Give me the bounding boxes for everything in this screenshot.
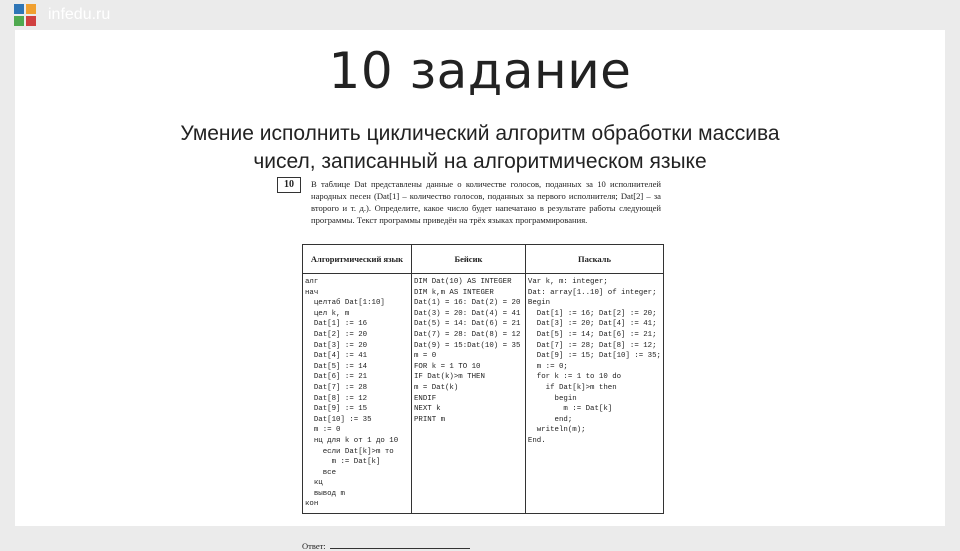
pascal-code-line: m := Dat[k]	[527, 405, 613, 414]
algo-code-line: Dat[3] := 20	[305, 341, 368, 350]
answer-blank	[330, 548, 470, 549]
subtitle-line-1: Умение исполнить циклический алгоритм обработки массива	[180, 122, 780, 145]
basic-code-line: NEXT k	[413, 405, 441, 414]
algo-code	[305, 277, 409, 510]
basic-code-line: DIM Dat(10) AS INTEGER	[413, 278, 512, 286]
algo-code-line: m := 0	[305, 426, 341, 435]
algo-code-line: вывод m	[305, 489, 345, 498]
algo-code-line: Dat[2] := 20	[305, 330, 368, 339]
basic-code	[414, 277, 523, 425]
algo-code-line: целтаб Dat[1:10]	[305, 299, 385, 308]
algo-code-line: m := Dat[k]	[305, 458, 381, 467]
pascal-code-line: End.	[527, 436, 546, 445]
pascal-code-line: Var k, m: integer;	[527, 278, 608, 286]
logo-square-red	[26, 16, 36, 26]
algo-code-line: Dat[9] := 15	[305, 405, 368, 414]
basic-code-line: PRINT m	[413, 415, 445, 424]
pascal-code-line: Begin	[527, 299, 551, 308]
pascal-code-line: Dat: array[1..10] of integer;	[527, 288, 657, 297]
algo-code-cell	[303, 274, 412, 514]
pascal-code-line: for k := 1 to 10 do	[527, 373, 622, 382]
algo-code-line: Dat[10] := 35	[305, 415, 372, 424]
pascal-code-line: Dat[7] := 28; Dat[8] := 12;	[527, 341, 657, 350]
basic-code-line: DIM k,m AS INTEGER	[413, 288, 494, 297]
basic-code-line: Dat(7) = 28: Dat(8) = 12	[413, 330, 521, 339]
pascal-code-line: Dat[3] := 20; Dat[4] := 41;	[527, 320, 657, 329]
pascal-code	[528, 277, 661, 447]
algo-code-line: нц для k от 1 до 10	[305, 436, 399, 445]
pascal-code-line: end;	[527, 415, 573, 424]
algo-code-line: Dat[5] := 14	[305, 362, 368, 371]
algo-code-line: Dat[7] := 28	[305, 383, 368, 392]
subtitle-line-2: чисел, записанный на алгоритмическом языке	[253, 150, 707, 173]
pascal-code-cell	[525, 274, 663, 514]
algo-code-line: если Dat[k]>m то	[305, 447, 394, 456]
basic-code-line: Dat(5) = 14: Dat(6) = 21	[413, 320, 521, 329]
slide-subtitle	[15, 120, 945, 176]
code-table-body	[303, 274, 664, 514]
answer-row	[302, 541, 470, 551]
column-header-pascal: Паскаль	[525, 245, 663, 274]
pascal-code-line: Dat[5] := 14; Dat[6] := 21;	[527, 330, 657, 339]
algo-code-line: Dat[8] := 12	[305, 394, 368, 403]
basic-code-line: Dat(1) = 16: Dat(2) = 20	[413, 299, 521, 308]
pascal-code-line: begin	[527, 394, 577, 403]
pascal-code-line: writeln(m);	[527, 426, 586, 435]
algo-code-line: Dat[4] := 41	[305, 352, 368, 361]
pascal-code-line: Dat[1] := 16; Dat[2] := 20;	[527, 309, 657, 318]
algo-code-line: кон	[305, 500, 319, 509]
site-logo-icon[interactable]	[14, 4, 38, 26]
column-header-basic: Бейсик	[411, 245, 525, 274]
top-bar	[0, 0, 960, 30]
pascal-code-line: if Dat[k]>m then	[527, 383, 617, 392]
task-number-box: 10	[277, 177, 301, 193]
algo-code-line: алг	[305, 278, 319, 286]
task-intro-text: В таблице Dat представлены данные о количестве голосов, поданных за 10 исполнителей народных песен (Dat[1] – количество голосов, поданных за первого исполнителя; Dat[2] – за второго и т. д.). Определите, какое число будет напечатано в результате работы следующей программы. Текст программы приведён на трёх языках программирования.	[311, 179, 661, 225]
algo-code-line: цел k, m	[305, 309, 350, 318]
basic-code-line: ENDIF	[413, 394, 437, 403]
answer-label: Ответ:	[302, 541, 326, 551]
column-header-algo: Алгоритмический язык	[303, 245, 412, 274]
algo-code-line: Dat[6] := 21	[305, 373, 368, 382]
logo-square-green	[14, 16, 24, 26]
pascal-code-line: m := 0;	[527, 362, 568, 371]
code-table-header	[303, 245, 664, 274]
basic-code-line: Dat(9) = 15:Dat(10) = 35	[413, 341, 521, 350]
pascal-code-line: Dat[9] := 15; Dat[10] := 35;	[527, 352, 661, 361]
basic-code-line: m = Dat(k)	[413, 383, 459, 392]
site-name-link[interactable]: infedu.ru	[48, 6, 111, 23]
basic-code-line: m = 0	[413, 352, 437, 361]
basic-code-line: FOR k = 1 TO 10	[413, 362, 481, 371]
algo-code-line: нач	[305, 288, 319, 297]
basic-code-line: IF Dat(k)>m THEN	[413, 373, 485, 382]
code-table	[302, 244, 664, 514]
algo-code-line: кц	[305, 479, 323, 488]
slide	[15, 30, 945, 551]
algo-code-line: все	[305, 468, 337, 477]
algo-code-line: Dat[1] := 16	[305, 320, 368, 329]
logo-square-orange	[26, 4, 36, 14]
basic-code-cell	[411, 274, 525, 514]
slide-title: 10 задание	[328, 42, 632, 100]
basic-code-line: Dat(3) = 20: Dat(4) = 41	[413, 309, 521, 318]
logo-square-blue	[14, 4, 24, 14]
